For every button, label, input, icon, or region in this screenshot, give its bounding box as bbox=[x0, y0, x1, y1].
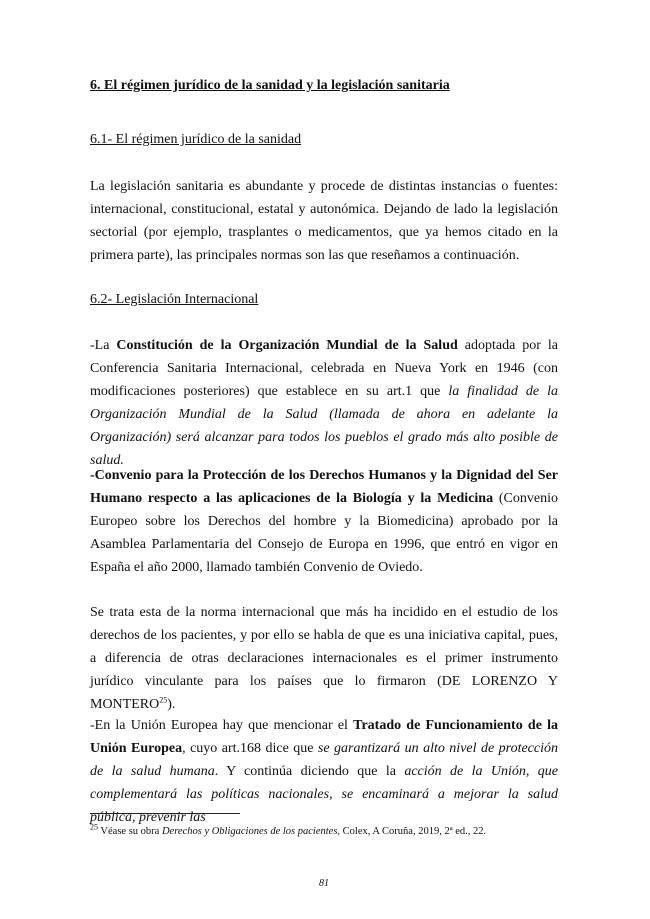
footnote-number: 25 bbox=[90, 822, 98, 832]
text: , cuyo art.168 dice que bbox=[182, 741, 318, 756]
text: Véase su obra bbox=[98, 826, 162, 837]
italic-title: Derechos y Obligaciones de los pacientes, bbox=[161, 826, 341, 837]
paragraph-oms bbox=[90, 334, 558, 472]
italic-quote: la finalidad de la Organización Mundial de la Salud (llamada de ahora en adelante la Organización) será alcanzar para todos los pueblos el grado más alto posible de salud. bbox=[90, 384, 558, 468]
italic-quote: acción de la Unión, que complementará las políticas nacionales, se encaminará a mejorar la salud pública, prevenir las bbox=[90, 764, 558, 825]
chapter-heading: 6. El régimen jurídico de la sanidad y la legislación sanitaria bbox=[90, 78, 450, 93]
paragraph-norma-internacional bbox=[90, 601, 558, 716]
text: -En la Unión Europea hay que mencionar el bbox=[90, 718, 354, 733]
text: ). bbox=[167, 697, 176, 712]
text: . Y continúa diciendo que la bbox=[214, 764, 405, 779]
paragraph-convenio-oviedo bbox=[90, 464, 558, 579]
text: Colex, A Coruña, 2019, 2ª ed., 22. bbox=[340, 826, 487, 837]
italic-quote: se garantizará un alto nivel de protección de la salud humana bbox=[90, 741, 558, 779]
bold-text: Constitución de la Organización Mundial de la Salud bbox=[116, 338, 458, 353]
section-heading-6-1: 6.1- El régimen jurídico de la sanidad bbox=[90, 132, 302, 147]
text: (Convenio Europeo sobre los Derechos del hombre y la Biomedicina) aprobado por la Asamblea Parlamentaria del Consejo de Europa en 1996, que entró en vigor en España el año 2000, llamado también Convenio de Oviedo. bbox=[90, 491, 558, 575]
section-heading-6-2: 6.2- Legislación Internacional bbox=[90, 292, 259, 307]
text: -La bbox=[90, 338, 117, 353]
text: Se trata esta de la norma internacional que más ha incidido en el estudio de los derechos de los pacientes, y por ello se habla de que es una iniciativa capital, pues, a diferencia de otras declaraciones internacionales es el primer instrumento jurídico vinculante para los países que lo firmaron (DE LORENZO Y MONTERO bbox=[90, 605, 558, 712]
bold-text: -Convenio para la Protección de los Derechos Humanos y la Dignidad del Ser Humano respecto a las aplicaciones de la Biología y la Medicina bbox=[90, 468, 558, 506]
paragraph-tratado-ue bbox=[90, 714, 558, 829]
text: adoptada por la Conferencia Sanitaria Internacional, celebrada en Nueva York en 1946 (con modificaciones posteriores) que establece en su art.1 que bbox=[90, 338, 559, 399]
footnote-reference[interactable]: 25 bbox=[159, 695, 168, 705]
paragraph-legislacion-sanitaria: La legislación sanitaria es abundante y procede de distintas instancias o fuentes: internacional, constitucional, estatal y autonómica. Dejando de lado la legislación sectorial (por ejemplo, trasplantes o medicamentos, que ya hemos citado en la primera parte), las principales normas son las que reseñamos a continuación. bbox=[90, 179, 558, 263]
page-number: 81 bbox=[319, 878, 329, 889]
footnote-divider bbox=[90, 813, 240, 814]
footnote-25 bbox=[90, 822, 487, 837]
bold-text: Tratado de Funcionamiento de la Unión Europea bbox=[90, 718, 558, 756]
